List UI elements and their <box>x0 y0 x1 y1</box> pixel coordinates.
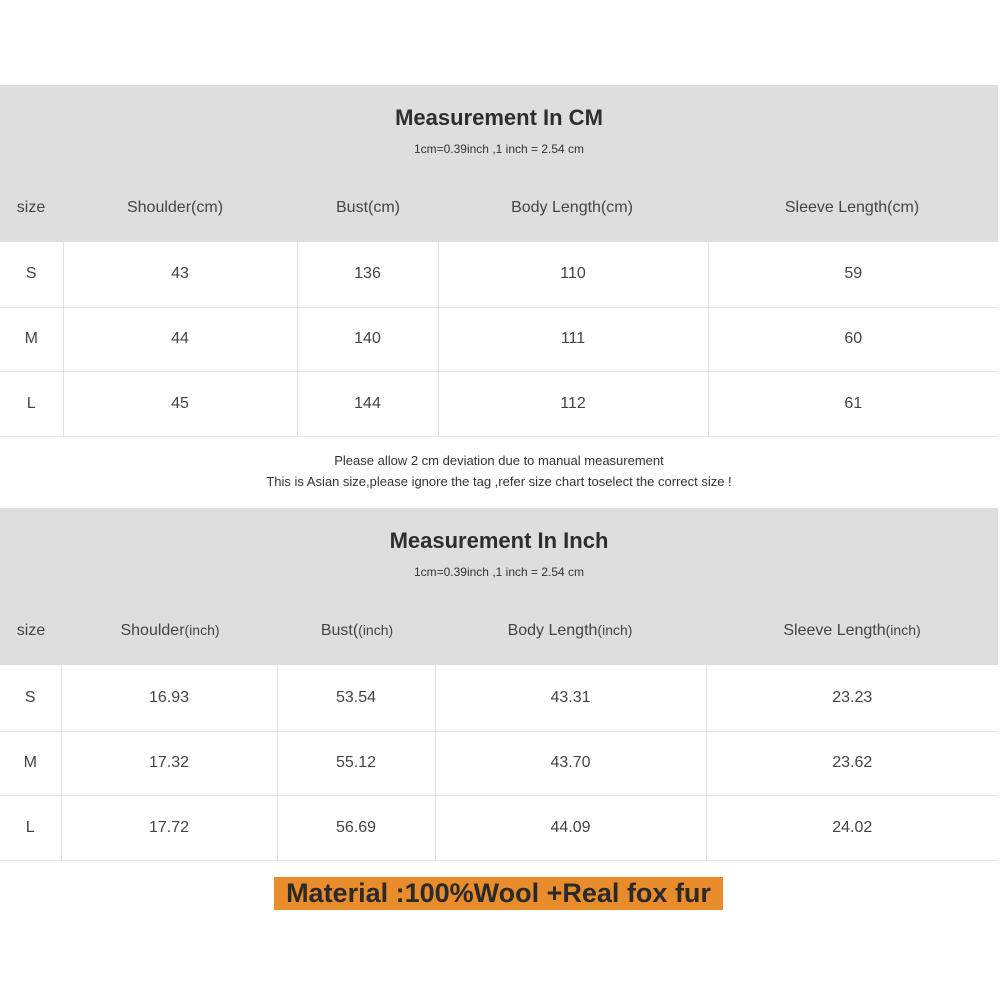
inch-title: Measurement In Inch <box>389 528 609 553</box>
inch-header-size: size <box>16 622 46 639</box>
table-row <box>0 242 998 307</box>
cm-header-size: size <box>16 199 46 216</box>
material-banner: Material :100%Wool +Real fox fur <box>274 877 723 910</box>
inch-header-body-length <box>508 622 633 640</box>
inch-header-sleeve-label: Sleeve Length <box>783 622 886 639</box>
shoulder-cell: 17.72 <box>61 795 277 860</box>
cm-header-shoulder: Shoulder(cm) <box>126 199 224 216</box>
table-row <box>0 795 998 860</box>
cm-conversion-note: 1cm=0.39inch ,1 inch = 2.54 cm <box>413 142 585 156</box>
cm-header-body-length: Body Length(cm) <box>511 199 633 216</box>
sleeve-length-cell: 59 <box>708 242 998 307</box>
bust-cell: 136 <box>297 242 438 307</box>
bust-cell: 53.54 <box>277 665 435 731</box>
bust-cell: 56.69 <box>277 795 435 860</box>
sleeve-length-cell: 24.02 <box>706 795 998 860</box>
size-cell: S <box>0 242 63 307</box>
table-row <box>0 307 998 371</box>
body-length-cell: 44.09 <box>435 795 706 860</box>
table-row <box>0 371 998 436</box>
size-cell: L <box>0 371 63 436</box>
inch-header-shoulder-label: Shoulder <box>120 622 185 639</box>
shoulder-cell: 45 <box>63 371 297 436</box>
inch-header-shoulder <box>120 622 219 640</box>
bust-cell: 144 <box>297 371 438 436</box>
body-length-cell: 110 <box>438 242 708 307</box>
cm-header-sleeve-length: Sleeve Length(cm) <box>784 199 920 216</box>
inch-header-body-unit: (inch) <box>597 622 633 638</box>
inch-size-table <box>0 665 998 861</box>
size-cell: S <box>0 665 61 731</box>
size-cell: M <box>0 307 63 371</box>
inch-header-bust <box>321 622 393 640</box>
table-row <box>0 665 998 731</box>
size-cell: M <box>0 731 61 795</box>
bust-cell: 55.12 <box>277 731 435 795</box>
sleeve-length-cell: 23.62 <box>706 731 998 795</box>
cm-title: Measurement In CM <box>395 105 603 130</box>
body-length-cell: 43.31 <box>435 665 706 731</box>
body-length-cell: 112 <box>438 371 708 436</box>
inch-header-sleeve-unit: (inch) <box>885 622 921 638</box>
deviation-note: Please allow 2 cm deviation due to manual measurement <box>334 453 664 468</box>
asian-size-note: This is Asian size,please ignore the tag ,refer size chart toselect the correct size ! <box>266 474 732 489</box>
sleeve-length-cell: 23.23 <box>706 665 998 731</box>
body-length-cell: 43.70 <box>435 731 706 795</box>
body-length-cell: 111 <box>438 307 708 371</box>
sleeve-length-cell: 60 <box>708 307 998 371</box>
inch-header-sleeve-length <box>783 622 920 640</box>
cm-size-table <box>0 242 998 437</box>
table-row <box>0 731 998 795</box>
shoulder-cell: 17.32 <box>61 731 277 795</box>
sleeve-length-cell: 61 <box>708 371 998 436</box>
cm-header-bust: Bust(cm) <box>336 199 400 216</box>
inch-header-body-label: Body Length <box>507 622 598 639</box>
inch-conversion-note: 1cm=0.39inch ,1 inch = 2.54 cm <box>413 565 585 579</box>
size-cell: L <box>0 795 61 860</box>
inch-header-bust-unit: (inch) <box>358 622 394 638</box>
inch-header-shoulder-unit: (inch) <box>184 622 220 638</box>
inch-header-bust-label: Bust( <box>320 622 359 639</box>
shoulder-cell: 44 <box>63 307 297 371</box>
shoulder-cell: 43 <box>63 242 297 307</box>
shoulder-cell: 16.93 <box>61 665 277 731</box>
bust-cell: 140 <box>297 307 438 371</box>
